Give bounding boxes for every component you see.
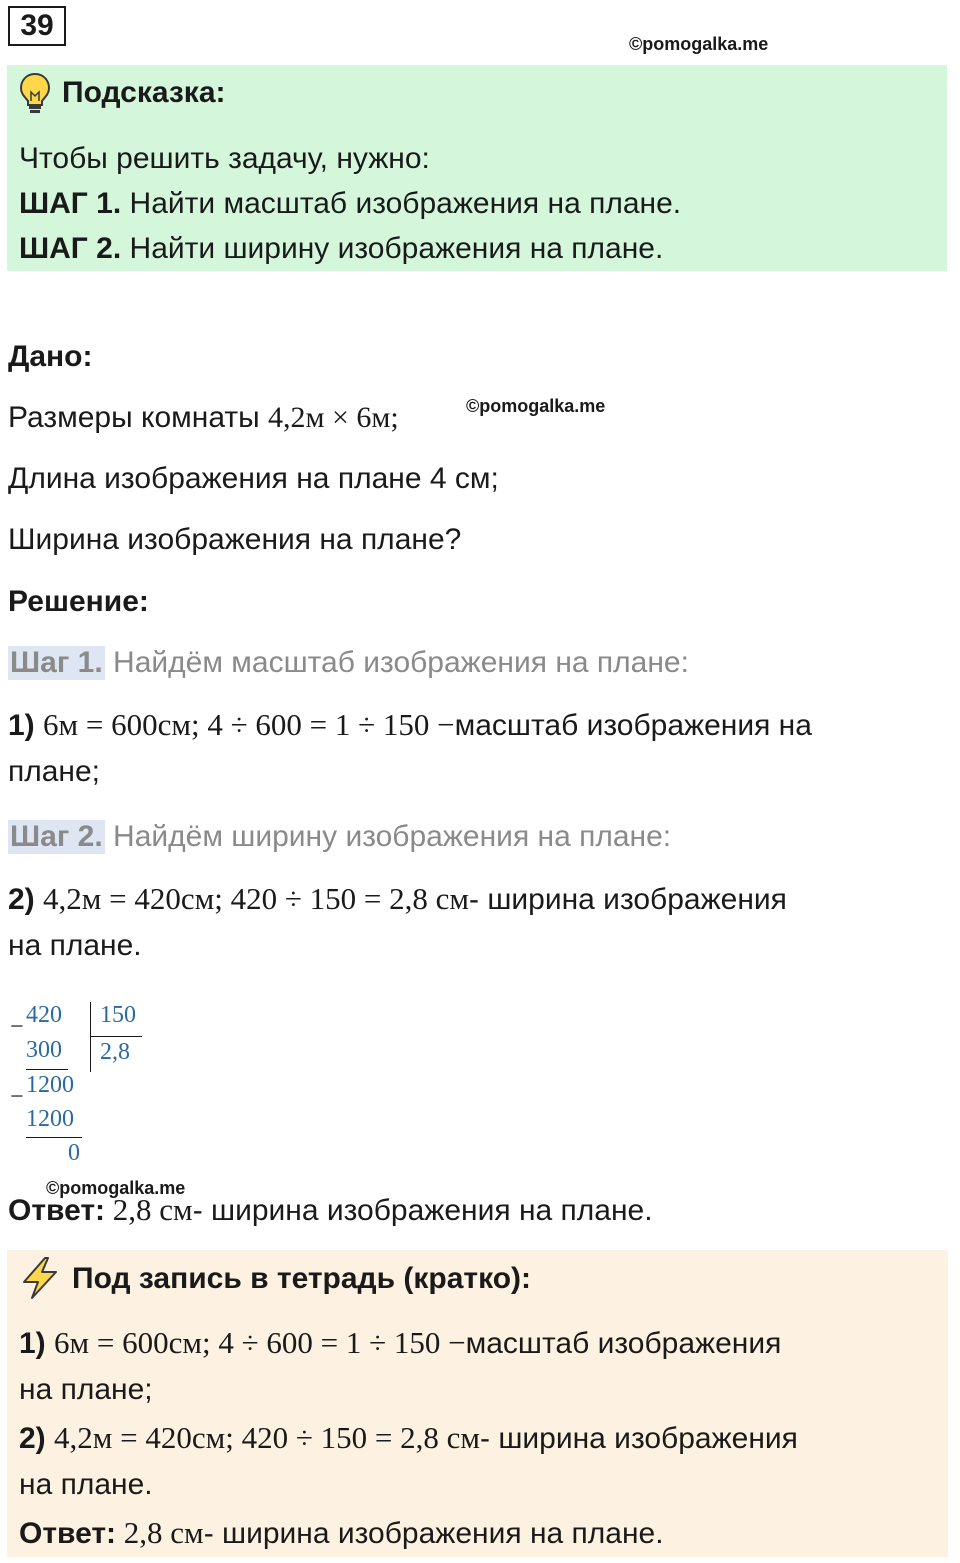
long-division bbox=[8, 1002, 168, 1172]
solution-item-1-text: масштаб изображения на bbox=[454, 709, 812, 742]
notebook-item-1 bbox=[19, 1325, 781, 1361]
notebook-item-2-text: - ширина изображения bbox=[480, 1422, 798, 1455]
quotient: 2,8 bbox=[100, 1039, 130, 1065]
division-vertical-line bbox=[90, 1002, 91, 1072]
solution-item-1-math: 6м = 600см; 4 ÷ 600 = 1 ÷ 150 − bbox=[43, 707, 455, 742]
answer-label: Ответ: bbox=[8, 1194, 106, 1227]
notebook-item-1-math: 6м = 600см; 4 ÷ 600 = 1 ÷ 150 − bbox=[54, 1325, 466, 1360]
given-line-2: Длина изображения на плане 4 см; bbox=[8, 462, 499, 495]
division-sub-line-1 bbox=[26, 1069, 68, 1070]
notebook-item-2-cont: на плане. bbox=[19, 1468, 153, 1501]
solution-item-2-cont: на плане. bbox=[8, 929, 142, 962]
answer-line bbox=[8, 1192, 653, 1228]
lightbulb-icon bbox=[18, 72, 52, 114]
notebook-answer bbox=[19, 1515, 664, 1551]
hint-intro: Чтобы решить задачу, нужно: bbox=[19, 142, 430, 175]
remainder-1: 1200 bbox=[26, 1072, 74, 1098]
solution-item-2 bbox=[8, 881, 787, 917]
watermark-3: ©pomogalka.me bbox=[46, 1178, 186, 1198]
notebook-answer-math: 2,8 см bbox=[116, 1515, 204, 1550]
solution-step-2-label: Шаг 2. bbox=[10, 820, 103, 853]
solution-item-2-num: 2) bbox=[8, 883, 35, 916]
task-number: 39 bbox=[8, 6, 66, 46]
hint-step-1 bbox=[19, 187, 681, 221]
division-quotient-line bbox=[90, 1036, 142, 1037]
given-line-3: Ширина изображения на плане? bbox=[8, 523, 462, 556]
solution-step-2 bbox=[8, 820, 671, 854]
given-line-1-text: Размеры комнаты bbox=[8, 401, 269, 434]
notebook-item-1-text: масштаб изображения bbox=[465, 1327, 782, 1360]
solution-item-1-cont: плане; bbox=[8, 755, 101, 788]
solution-item-1-num: 1) bbox=[8, 709, 35, 742]
solution-heading: Решение: bbox=[8, 585, 149, 618]
notebook-answer-label: Ответ: bbox=[19, 1517, 117, 1550]
notebook-item-2 bbox=[19, 1420, 798, 1456]
watermark-2: ©pomogalka.me bbox=[466, 396, 606, 416]
solution-step-1 bbox=[8, 646, 689, 680]
hint-step-2-label: ШАГ 2. bbox=[19, 232, 122, 265]
division-sub-line-2 bbox=[26, 1137, 82, 1138]
subtrahend-1: 300 bbox=[26, 1037, 62, 1063]
given-line-1-math: 4,2м × 6м; bbox=[268, 401, 399, 434]
minus-sign-2: − bbox=[10, 1084, 24, 1110]
divisor: 150 bbox=[100, 1002, 136, 1028]
solution-item-2-math: 4,2м = 420см; 420 ÷ 150 = 2,8 см bbox=[43, 881, 469, 916]
notebook-item-1-num: 1) bbox=[19, 1327, 46, 1360]
notebook-item-2-math: 4,2м = 420см; 420 ÷ 150 = 2,8 см bbox=[54, 1420, 480, 1455]
solution-item-2-text: - ширина изображения bbox=[469, 883, 787, 916]
hint-step-2 bbox=[19, 232, 663, 266]
hint-title: Подсказка: bbox=[62, 76, 226, 109]
hint-step-1-label: ШАГ 1. bbox=[19, 187, 122, 220]
final-remainder: 0 bbox=[68, 1140, 80, 1166]
given-line-1 bbox=[8, 401, 399, 435]
solution-item-1 bbox=[8, 707, 812, 743]
dividend: 420 bbox=[26, 1002, 62, 1028]
notebook-item-2-num: 2) bbox=[19, 1422, 46, 1455]
minus-sign-1: − bbox=[10, 1014, 24, 1040]
hint-step-2-text: Найти ширину изображения на плане. bbox=[121, 232, 664, 265]
solution-step-1-text: Найдём масштаб изображения на плане: bbox=[104, 646, 689, 679]
subtrahend-2: 1200 bbox=[26, 1106, 74, 1132]
notebook-item-1-cont: на плане; bbox=[19, 1373, 153, 1406]
solution-step-1-label: Шаг 1. bbox=[10, 646, 103, 679]
answer-math: 2,8 см bbox=[105, 1192, 193, 1227]
hint-step-1-text: Найти масштаб изображения на плане. bbox=[121, 187, 682, 220]
watermark: ©pomogalka.me bbox=[629, 34, 769, 54]
notebook-answer-text: - ширина изображения на плане. bbox=[203, 1517, 664, 1550]
lightning-icon bbox=[18, 1256, 62, 1300]
notebook-title: Под запись в тетрадь (кратко): bbox=[72, 1262, 532, 1295]
given-heading: Дано: bbox=[8, 340, 93, 373]
solution-step-2-text: Найдём ширину изображения на плане: bbox=[104, 820, 672, 853]
answer-text: - ширина изображения на плане. bbox=[192, 1194, 653, 1227]
